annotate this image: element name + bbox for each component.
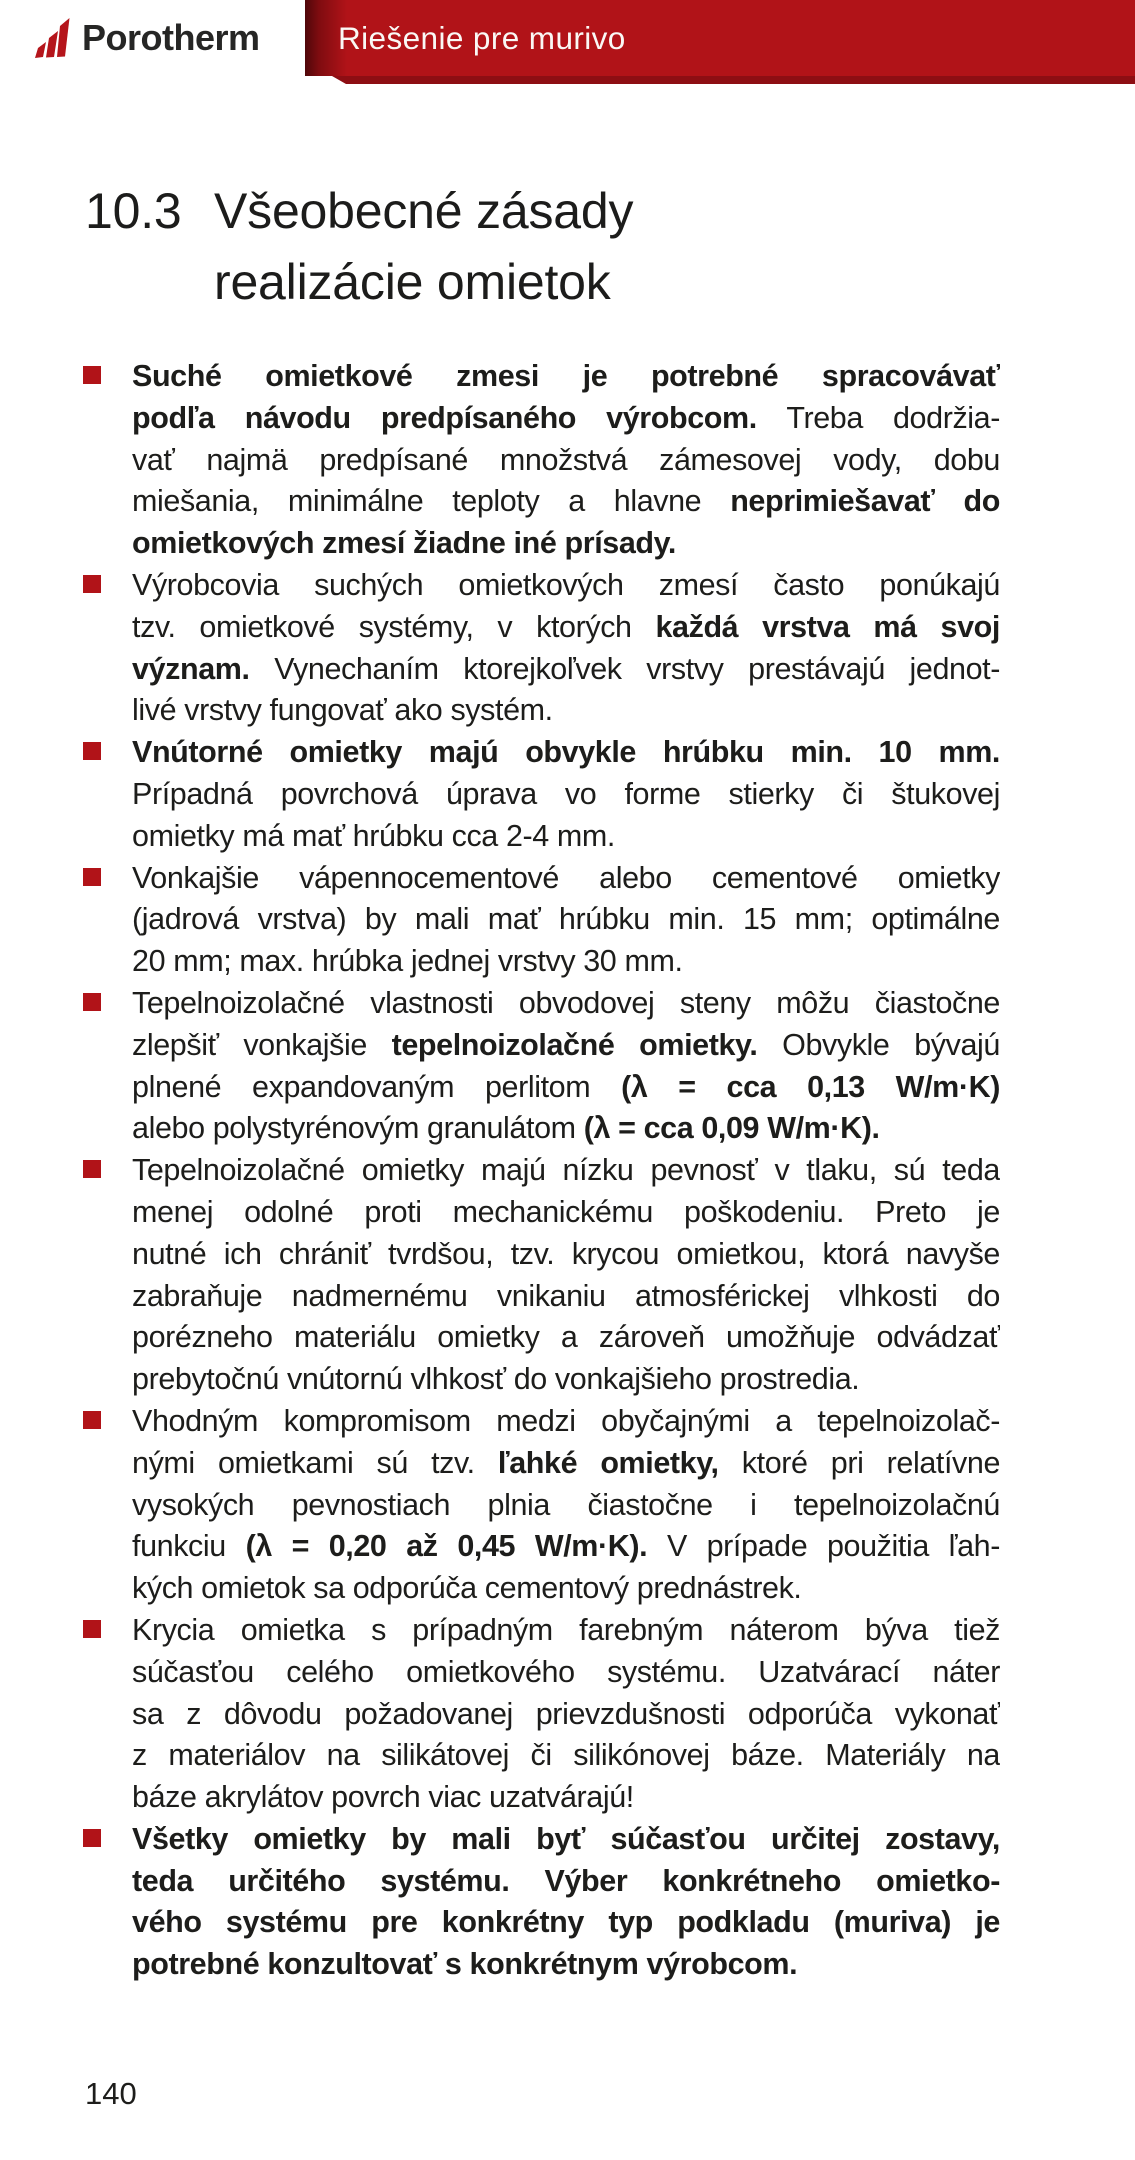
header-banner: [305, 0, 1135, 76]
text-line: Tepelnoizolačné omietky majú nízku pevnosť v tlaku, sú teda: [132, 1153, 1000, 1188]
bullet-text: [132, 858, 1000, 983]
text-line: alebo polystyrénovým granulátom (λ = cca 0,09 W/m·K).: [132, 1111, 880, 1146]
section-title-text1: Všeobecné zásady: [214, 183, 634, 239]
section-title-line1: [85, 176, 633, 247]
text-line: Tepelnoizolačné vlastnosti obvodovej steny môžu čiastočne: [132, 985, 1000, 1020]
red-square-bullet-icon: [83, 993, 101, 1011]
text-line: podľa návodu predpísaného výrobcom. Treba dodržia-: [132, 400, 1000, 435]
text-line: (jadrová vrstva) by mali mať hrúbku min. 15 mm; optimálne: [132, 902, 1000, 937]
bullet-text: [132, 1610, 1000, 1819]
banner-title: Riešenie pre murivo: [338, 20, 626, 56]
banner-fold-shadow: [332, 76, 1135, 84]
bullet-list: [83, 356, 1000, 1986]
section-title: [85, 176, 633, 318]
text-line: kých omietok sa odporúča cementový prednástrek.: [132, 1571, 802, 1606]
text-line: zlepšiť vonkajšie tepelnoizolačné omietky. Obvykle bývajú: [132, 1027, 1000, 1062]
bullet-item: [83, 565, 1000, 732]
text-line: omietkových zmesí žiadne iné prísady.: [132, 526, 676, 561]
red-square-bullet-icon: [83, 1160, 101, 1178]
page-number: 140: [85, 2076, 137, 2111]
text-line: Suché omietkové zmesi je potrebné spracovávať: [132, 359, 1000, 393]
red-square-bullet-icon: [83, 1411, 101, 1429]
bullet-item: [83, 983, 1000, 1150]
text-line: Vnútorné omietky majú obvykle hrúbku min. 10 mm.: [132, 735, 1000, 770]
red-square-bullet-icon: [83, 742, 101, 760]
text-line: potrebné konzultovať s konkrétnym výrobcom.: [132, 1947, 798, 1982]
porotherm-flames-icon: [33, 17, 71, 59]
bullet-text: [132, 356, 1000, 565]
brand-logo: [33, 0, 260, 76]
text-line: porézneho materiálu omietky a zároveň umožňuje odvádzať: [132, 1320, 1000, 1355]
bullet-text: [132, 565, 1000, 732]
text-line: nými omietkami sú tzv. ľahké omietky, ktoré pri relatívne: [132, 1445, 1000, 1480]
bullet-text: [132, 732, 1000, 857]
bullet-item: [83, 356, 1000, 565]
red-square-bullet-icon: [83, 1829, 101, 1847]
bullet-text: [132, 983, 1000, 1150]
brand-name: Porotherm: [82, 17, 260, 58]
bullet-text: [132, 1150, 1000, 1401]
red-square-bullet-icon: [83, 575, 101, 593]
text-line: vého systému pre konkrétny typ podkladu (muriva) je: [132, 1905, 1000, 1940]
text-line: Výrobcovia suchých omietkových zmesí často ponúkajú: [132, 567, 1000, 602]
text-line: význam. Vynechaním ktorejkoľvek vrstvy prestávajú jednot-: [132, 651, 1000, 686]
text-line: plnené expandovaným perlitom (λ = cca 0,13 W/m·K): [132, 1069, 1000, 1104]
text-line: livé vrstvy fungovať ako systém.: [132, 693, 553, 728]
text-line: vysokých pevnostiach plnia čiastočne i tepelnoizolačnú: [132, 1487, 1000, 1522]
red-square-bullet-icon: [83, 1620, 101, 1638]
bullet-item: [83, 858, 1000, 983]
red-square-bullet-icon: [83, 366, 101, 384]
text-line: 20 mm; max. hrúbka jednej vrstvy 30 mm.: [132, 944, 683, 979]
text-line: báze akrylátov povrch viac uzatvárajú!: [132, 1780, 634, 1815]
text-line: zabraňuje nadmernému vnikaniu atmosférickej vlhkosti do: [132, 1278, 1000, 1313]
red-square-bullet-icon: [83, 868, 101, 886]
section-title-text2: realizácie omietok: [214, 254, 611, 310]
text-line: súčasťou celého omietkového systému. Uzatvárací náter: [132, 1654, 1000, 1689]
bullet-item: [83, 732, 1000, 857]
text-line: Krycia omietka s prípadným farebným náterom býva tiež: [132, 1612, 1000, 1647]
bullet-item: [83, 1610, 1000, 1819]
text-line: prebytočnú vnútornú vlhkosť do vonkajšieho prostredia.: [132, 1362, 860, 1397]
text-line: Všetky omietky by mali byť súčasťou určitej zostavy,: [132, 1821, 1000, 1856]
bullet-item: [83, 1819, 1000, 1986]
text-line: omietky má mať hrúbku cca 2-4 mm.: [132, 818, 615, 853]
text-line: Vonkajšie vápennocementové alebo cementové omietky: [132, 860, 1000, 895]
text-line: sa z dôvodu požadovanej prievzdušnosti odporúča vykonať: [132, 1696, 1000, 1731]
text-line: Prípadná povrchová úprava vo forme stierky či štukovej: [132, 776, 1000, 811]
text-line: teda určitého systému. Výber konkrétneho omietko-: [132, 1863, 1000, 1898]
bullet-item: [83, 1150, 1000, 1401]
text-line: z materiálov na silikátovej či silikónovej báze. Materiály na: [132, 1738, 1000, 1773]
text-line: miešania, minimálne teploty a hlavne neprimiešavať do: [132, 484, 1000, 519]
text-line: Vhodným kompromisom medzi obyčajnými a tepelnoizolač-: [132, 1403, 1000, 1438]
text-line: vať najmä predpísané množstvá zámesovej vody, dobu: [132, 442, 1000, 477]
bullet-text: [132, 1401, 1000, 1610]
text-line: nutné ich chrániť tvrdšou, tzv. krycou omietkou, ktorá navyše: [132, 1236, 1000, 1271]
text-line: funkciu (λ = 0,20 až 0,45 W/m·K). V prípade použitia ľah-: [132, 1529, 1000, 1564]
bullet-text: [132, 1819, 1000, 1986]
text-line: menej odolné proti mechanickému poškodeniu. Preto je: [132, 1194, 1000, 1229]
section-number: 10.3: [85, 183, 182, 239]
text-line: tzv. omietkové systémy, v ktorých každá vrstva má svoj: [132, 609, 1000, 644]
bullet-item: [83, 1401, 1000, 1610]
